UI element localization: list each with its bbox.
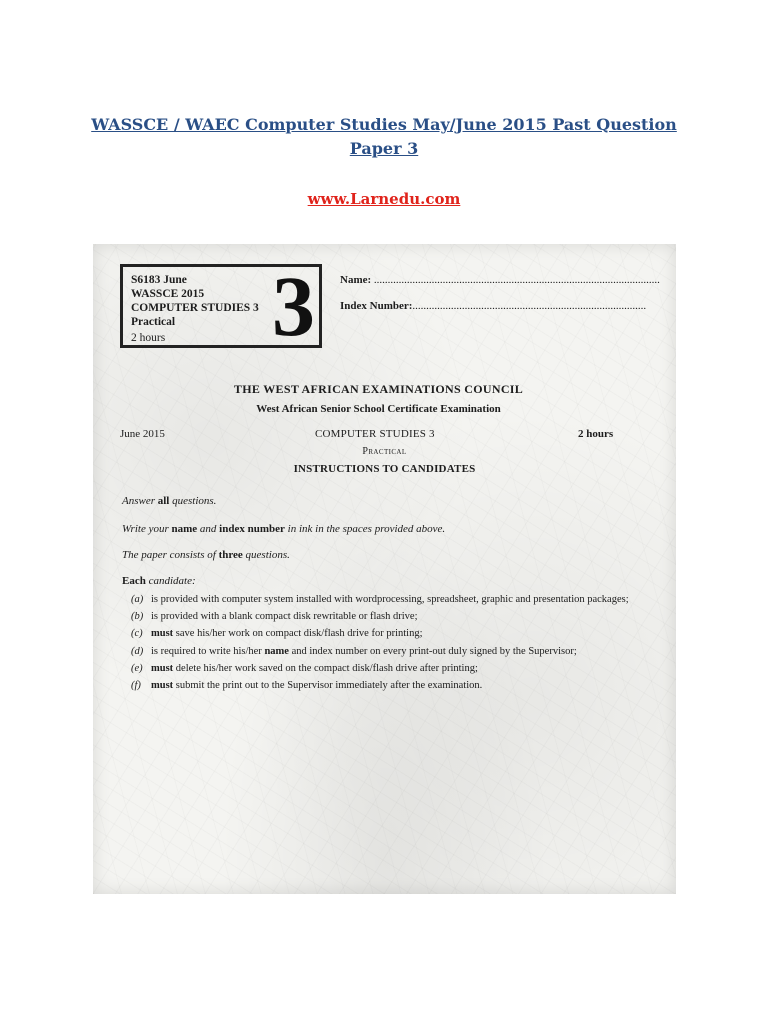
- name-dotted-line: ........................................................................................................: [371, 274, 660, 286]
- paper-type: Practical: [131, 316, 176, 328]
- index-label: Index Number:: [340, 300, 413, 312]
- list-item: [131, 593, 651, 607]
- exam-subject: COMPUTER STUDIES 3: [315, 428, 435, 440]
- title-line-1: WASSCE / WAEC Computer Studies May/June 2015 Past Question: [91, 115, 677, 134]
- list-item-text: is provided with a blank compact disk rewritable or flash drive;: [151, 611, 418, 623]
- instructions-title: INSTRUCTIONS TO CANDIDATES: [293, 463, 476, 475]
- list-item: [131, 610, 651, 624]
- exam-name: West African Senior School Certificate Examination: [256, 403, 501, 415]
- list-item: [131, 645, 651, 659]
- header-lines: [131, 273, 259, 345]
- scanned-exam-page: [93, 244, 676, 894]
- title-line-2: Paper 3: [349, 139, 419, 158]
- instruction-three-questions: The paper consists of three questions.: [122, 549, 290, 561]
- list-item-marker: (f): [131, 679, 141, 691]
- list-item-marker: (c): [131, 628, 143, 640]
- list-item-text: is required to write his/her name and index number on every print-out duly signed by the Supervisor;: [151, 645, 577, 657]
- list-item-text: must submit the print out to the Supervisor immediately after the examination.: [151, 679, 483, 691]
- exam-duration: 2 hours: [578, 428, 614, 440]
- list-item-marker: (d): [131, 645, 144, 657]
- paper-code: S6183 June: [131, 274, 187, 286]
- paper-number: 3: [272, 258, 315, 354]
- document-title: [0, 113, 768, 161]
- list-item-marker: (e): [131, 662, 143, 674]
- site-link[interactable]: www.Larnedu.com: [307, 190, 461, 208]
- list-item-text: is provided with computer system installed with wordprocessing, spreadsheet, graphic and presentation packages;: [151, 594, 629, 605]
- list-item-marker: (b): [131, 611, 144, 623]
- exam-year: WASSCE 2015: [131, 288, 205, 300]
- instruction-answer-all: Answer all questions.: [122, 495, 217, 507]
- list-item: [131, 627, 651, 641]
- instruction-write-name: Write your name and index number in ink in the spaces provided above.: [122, 523, 446, 535]
- subject-name: COMPUTER STUDIES 3: [131, 302, 259, 314]
- candidate-instructions-list: [131, 593, 651, 696]
- paper-header-box: [120, 258, 322, 354]
- exam-type: Practical: [362, 446, 407, 457]
- instruction-each-candidate: Each candidate:: [122, 575, 196, 587]
- index-dotted-line: .....................................................................................: [412, 300, 647, 312]
- paper-duration: 2 hours: [131, 332, 166, 344]
- index-field: [340, 300, 646, 312]
- list-item-text: must save his/her work on compact disk/flash drive for printing;: [151, 628, 423, 640]
- council-name: THE WEST AFRICAN EXAMINATIONS COUNCIL: [233, 382, 524, 396]
- list-item: [131, 662, 651, 676]
- list-item-text: must delete his/her work saved on the compact disk/flash drive after printing;: [151, 662, 478, 674]
- list-item: [131, 679, 651, 693]
- name-label: Name:: [340, 274, 372, 286]
- name-field: [340, 274, 660, 286]
- exam-date: June 2015: [120, 428, 165, 440]
- list-item-marker: (a): [131, 594, 144, 605]
